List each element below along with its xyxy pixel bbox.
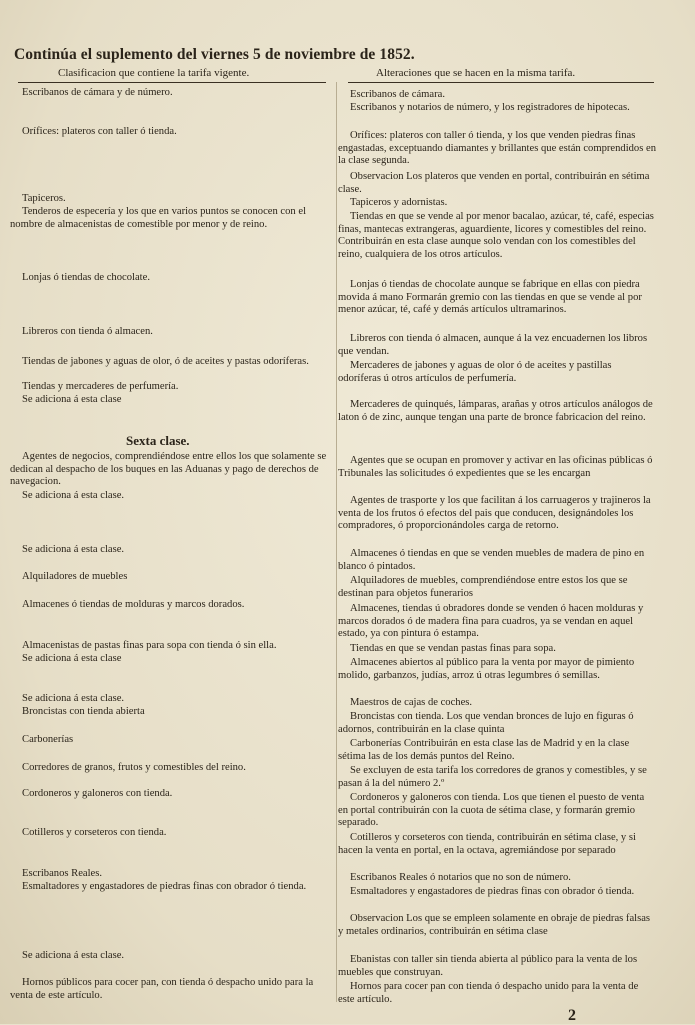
- tariff-entry-current: Corredores de granos, frutos y comestibles del reino.: [22, 762, 246, 773]
- left-column-heading: Clasificacion que contiene la tarifa vigente.: [58, 67, 250, 79]
- tariff-entry-current: Escribanos Reales.: [22, 868, 103, 879]
- tariff-entry-alteration: Tiendas en que se vendan pastas finas para sopa.: [350, 643, 556, 654]
- tariff-entry-alteration: Cotilleros y corseteros con tienda, contribuirán en sétima clase, y si hacen la venta en portal, en la octava, agremiándose por separado: [338, 832, 636, 856]
- left-header-rule: [18, 82, 326, 83]
- page-number: 2: [568, 1007, 576, 1024]
- tariff-entry-current: Tenderos de especería y los que en varios puntos se conocen con el nombre de almacenistas de comestible por menor y de reino.: [10, 206, 307, 230]
- tariff-entry-current: Se adiciona á esta clase: [22, 653, 122, 664]
- tariff-entry-current: Lonjas ó tiendas de chocolate.: [22, 272, 150, 283]
- tariff-entry-current: Carbonerías: [22, 734, 74, 745]
- tariff-entry-alteration: Escribanos Reales ó notarios que no son de número.: [350, 872, 571, 883]
- tariff-entry-current: Almacenistas de pastas finas para sopa con tienda ó sin ella.: [22, 640, 277, 651]
- tariff-entry-alteration: Escribanos de cámara.: [350, 89, 446, 100]
- tariff-entry-alteration: Orífices: plateros con taller ó tienda, y los que venden piedras finas engastadas, exceptuando diamantes y brillantes que están comprendidos en la clase segunda.: [338, 130, 657, 167]
- tariff-entry-current: Almacenes ó tiendas de molduras y marcos dorados.: [22, 599, 245, 610]
- tariff-entry-alteration: Almacenes ó tiendas en que se venden muebles de madera de pino en blanco ó pintados.: [338, 548, 645, 572]
- tariff-entry-alteration: Mercaderes de quinqués, lámparas, arañas y otros artículos análogos de laton ó de zinc, aunque tengan una parte de bronce fabricacion del reino.: [338, 399, 653, 423]
- tariff-entry-current: Tiendas y mercaderes de perfumería.: [22, 381, 179, 392]
- tariff-entry-alteration: Agentes que se ocupan en promover y activar en las oficinas públicas ó Tribunales las solicitudes ó expedientes que se les encargan: [338, 455, 653, 479]
- tariff-entry-current: Hornos públicos para cocer pan, con tienda ó despacho unido para la venta de este artículo.: [10, 977, 314, 1001]
- section-heading: Sexta clase.: [126, 433, 190, 448]
- tariff-entry-alteration: Se excluyen de esta tarifa los corredores de granos y comestibles, y se pasan á la del número 2.º: [338, 765, 647, 789]
- tariff-entry-current: Se adiciona á esta clase: [22, 394, 122, 405]
- tariff-entry-alteration: Tapiceros y adornistas.: [350, 197, 448, 208]
- tariff-entry-alteration: Agentes de trasporte y los que facilitan á los carruageros y trajineros la venta de los frutos ó efectos del pais que conducen, designándoles los compradores, ó proporcionándoles carga de retorno.: [338, 495, 651, 532]
- tariff-entry-alteration: Tiendas en que se vende al por menor bacalao, azúcar, té, café, especias finas, mantecas extrangeras, aguardiente, licores y comestibles del reino. Contribuirán en esta clase aunque solo vendan con los comestibles del reino, cualquiera de los otros artículos.: [338, 211, 654, 260]
- right-header-rule: [348, 82, 654, 83]
- tariff-entry-alteration: Escribanos y notarios de número, y los registradores de hipotecas.: [350, 102, 630, 113]
- tariff-entry-current: Agentes de negocios, comprendiéndose entre ellos los que solamente se dedican al despacho de los buques en las Aduanas y pago de derechos de navegacion.: [10, 451, 327, 488]
- tariff-entry-alteration: Observacion Los plateros que venden en portal, contribuirán en sétima clase.: [338, 171, 650, 195]
- tariff-entry-current: Se adiciona á esta clase.: [22, 544, 125, 555]
- tariff-entry-alteration: Mercaderes de jabones y aguas de olor ó de aceites y pastillas odoríferas ú otros artículos de perfumería.: [338, 360, 612, 384]
- tariff-entry-alteration: Alquiladores de muebles, comprendiéndose entre estos los que se destinan para objetos funerarios: [338, 575, 628, 599]
- tariff-entry-alteration: Libreros con tienda ó almacen, aunque á la vez encuadernen los libros que vendan.: [338, 333, 648, 357]
- column-divider: [336, 82, 337, 1002]
- tariff-entry-alteration: Lonjas ó tiendas de chocolate aunque se fabrique en ellas con piedra movida á mano Formarán gremio con las tiendas en que se vende al por menor azúcar, té, café y demás artículos ultramarinos.: [338, 279, 642, 316]
- tariff-entry-current: Tapiceros.: [22, 193, 66, 204]
- tariff-entry-current: Libreros con tienda ó almacen.: [22, 326, 153, 337]
- tariff-entry-current: Cordoneros y galoneros con tienda.: [22, 788, 173, 799]
- tariff-entry-current: Escribanos de cámara y de número.: [22, 87, 173, 98]
- tariff-entry-current: Se adiciona á esta clase.: [22, 693, 125, 704]
- page-title: Continúa el suplemento del viernes 5 de noviembre de 1852.: [14, 46, 415, 63]
- tariff-entry-alteration: Almacenes abiertos al público para la venta por mayor de pimiento molido, garbanzos, judías, arroz ú otras legumbres ó semillas.: [338, 657, 635, 681]
- tariff-entry-current: Esmaltadores y engastadores de piedras finas con obrador ó tienda.: [22, 881, 307, 892]
- tariff-entry-alteration: Hornos para cocer pan con tienda ó despacho unido para la venta de este artículo.: [338, 981, 639, 1005]
- tariff-entry-alteration: Broncistas con tienda. Los que vendan bronces de lujo en figuras ó adornos, contribuirán en la clase quinta: [338, 711, 634, 735]
- tariff-entry-alteration: Esmaltadores y engastadores de piedras finas con obrador ó tienda.: [350, 886, 635, 897]
- tariff-entry-alteration: Almacenes, tiendas ú obradores donde se venden ó hacen molduras y marcos dorados ó de madera fina para cuadros, ya se vendan en aquel estado, ya con pintura ó estampa.: [338, 603, 644, 640]
- tariff-entry-current: Tiendas de jabones y aguas de olor, ó de aceites y pastas odoríferas.: [22, 356, 309, 367]
- tariff-entry-alteration: Observacion Los que se empleen solamente en obraje de piedras falsas y metales ordinarios, contribuirán en sétima clase: [338, 913, 651, 937]
- tariff-entry-current: Se adiciona á esta clase.: [22, 490, 125, 501]
- tariff-entry-alteration: Cordoneros y galoneros con tienda. Los que tienen el puesto de venta en portal contribuirán con la cuota de sétima clase, y formarán gremio separado.: [338, 792, 645, 829]
- tariff-entry-current: Orífices: plateros con taller ó tienda.: [22, 126, 177, 137]
- tariff-entry-current: Se adiciona á esta clase.: [22, 950, 125, 961]
- tariff-entry-current: Cotilleros y corseteros con tienda.: [22, 827, 167, 838]
- tariff-entry-alteration: Maestros de cajas de coches.: [350, 697, 473, 708]
- tariff-entry-alteration: Ebanistas con taller sin tienda abierta al público para la venta de los muebles que construyan.: [338, 954, 638, 978]
- tariff-entry-current: Broncistas con tienda abierta: [22, 706, 145, 717]
- tariff-entry-current: Alquiladores de muebles: [22, 571, 128, 582]
- right-column-heading: Alteraciones que se hacen en la misma tarifa.: [376, 67, 576, 79]
- tariff-entry-alteration: Carbonerías Contribuirán en esta clase las de Madrid y en la clase sétima las de los demás puntos del Reino.: [338, 738, 630, 762]
